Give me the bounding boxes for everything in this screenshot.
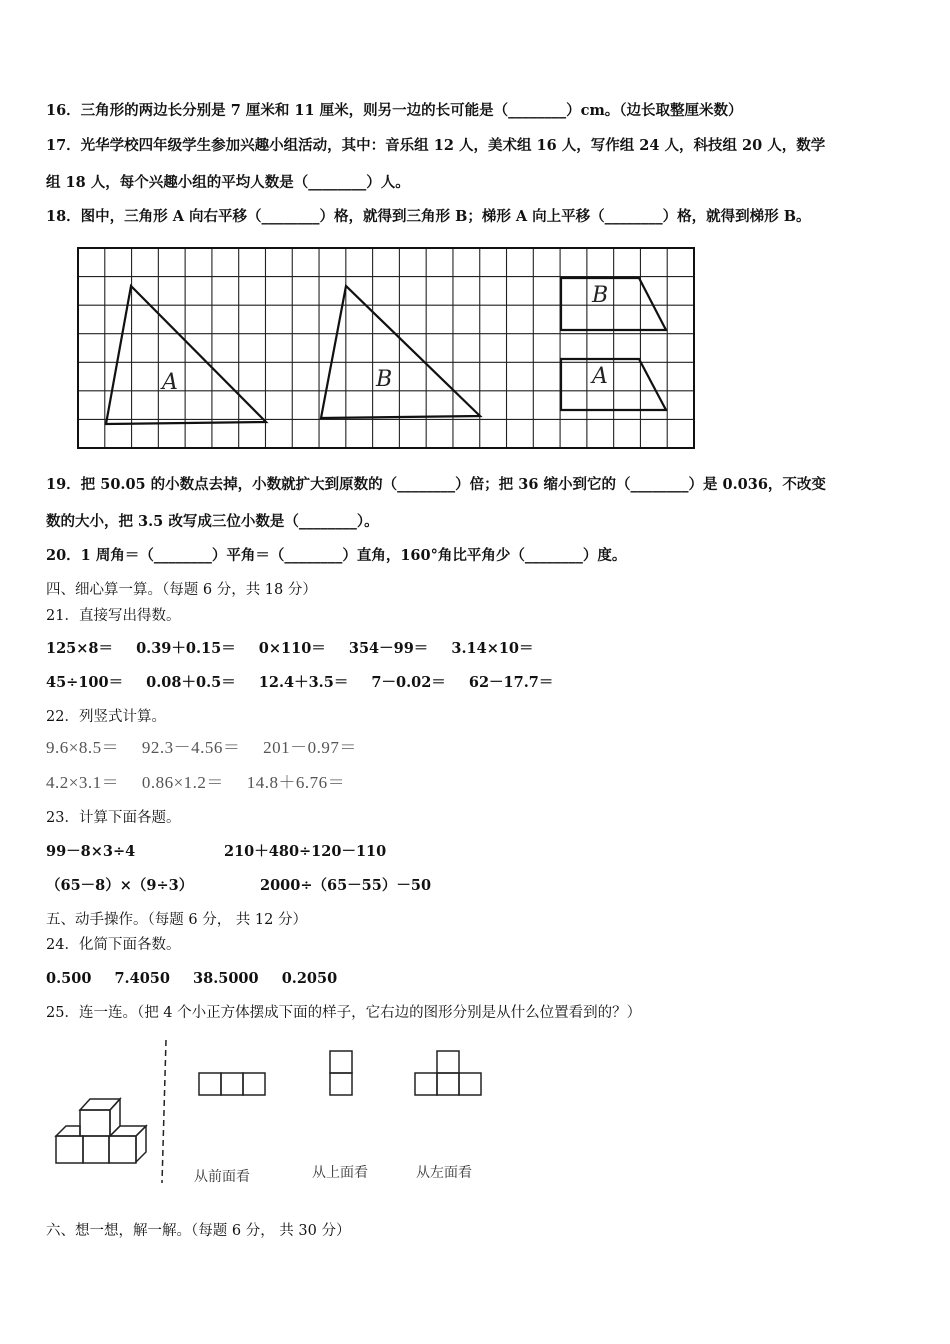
- q24-item: 0.2050: [281, 970, 338, 987]
- q23-item: 210＋480÷120－110: [224, 843, 387, 860]
- question-17-line2: 组 18 人，每个兴趣小组的平均人数是（________）人。: [46, 174, 410, 191]
- front-view-shape: [199, 1073, 265, 1095]
- q21-row1: [46, 639, 904, 659]
- question-22: 22．列竖式计算。: [46, 709, 166, 725]
- label-trapezoid-a: A: [592, 364, 608, 389]
- q24-item: 0.500: [46, 970, 92, 987]
- q22-item: 9.6×8.5＝: [46, 738, 120, 757]
- question-16: 16．三角形的两边长分别是 7 厘米和 11 厘米，则另一边的长可能是（________）cm。（边长取整厘米数）: [46, 102, 743, 119]
- q22-item: 92.3－4.56＝: [141, 738, 241, 757]
- q21-item: 12.4＋3.5＝: [258, 674, 349, 691]
- label-trapezoid-b: B: [592, 283, 609, 308]
- q21-item: 125×8＝: [46, 640, 114, 657]
- label-triangle-b: B: [376, 367, 393, 392]
- question-24: 24．化简下面各数。: [46, 937, 181, 953]
- triangle-b: [321, 286, 480, 418]
- view-label-front: 从前面看: [194, 1169, 250, 1185]
- q21-item: 3.14×10＝: [451, 640, 534, 657]
- question-18: 18．图中，三角形 A 向右平移（________）格，就得到三角形 B；梯形 A 向上平移（________）格，就得到梯形 B。: [46, 208, 811, 225]
- q21-row2: [46, 673, 904, 693]
- top-view-shape: [330, 1051, 352, 1095]
- cube-views-figure: [46, 1035, 506, 1190]
- view-label-top: 从上面看: [312, 1165, 368, 1181]
- section-6-heading: 六、想一想，解一解。（每题 6 分， 共 30 分）: [46, 1223, 351, 1239]
- section-5-heading: 五、动手操作。（每题 6 分， 共 12 分）: [46, 912, 307, 928]
- q21-item: 7－0.02＝: [371, 674, 446, 691]
- q21-item: 45÷100＝: [46, 674, 124, 691]
- q21-item: 0×110＝: [258, 640, 326, 657]
- question-19-line2: 数的大小，把 3.5 改写成三位小数是（________）。: [46, 513, 379, 530]
- q21-item: 0.39＋0.15＝: [136, 640, 236, 657]
- question-23: 23．计算下面各题。: [46, 810, 181, 826]
- cube-stack: [56, 1099, 146, 1163]
- question-21: 21．直接写出得数。: [46, 608, 181, 624]
- q22-item: 14.8＋6.76＝: [246, 773, 346, 792]
- q22-row1: [46, 738, 904, 758]
- q22-row2: [46, 773, 904, 793]
- q22-item: 4.2×3.1＝: [46, 773, 120, 792]
- question-20: 20．1 周角＝（________）平角＝（________）直角，160°角比平角少（________）度。: [46, 547, 627, 564]
- question-25: 25．连一连。（把 4 个小正方体摆成下面的样子，它右边的图形分别是从什么位置看到的？）: [46, 1005, 642, 1021]
- section-4-heading: 四、细心算一算。（每题 6 分，共 18 分）: [46, 582, 317, 598]
- q21-item: 0.08＋0.5＝: [146, 674, 236, 691]
- q24-item: 38.5000: [193, 970, 259, 987]
- q22-item: 0.86×1.2＝: [141, 773, 224, 792]
- q21-item: 354－99＝: [348, 640, 429, 657]
- q23-row1: [46, 842, 904, 862]
- q22-item: 201－0.97＝: [263, 738, 357, 757]
- dashed-divider: [162, 1040, 166, 1183]
- q23-item: 2000÷（65－55）－50: [260, 877, 432, 894]
- triangle-a: [106, 286, 266, 424]
- q24-items: [46, 969, 904, 989]
- q23-item: （65－8）×（9÷3）: [46, 877, 194, 894]
- view-label-left: 从左面看: [416, 1165, 472, 1181]
- left-view-shape: [415, 1051, 481, 1095]
- q21-item: 62－17.7＝: [468, 674, 554, 691]
- q23-row2: [46, 876, 904, 896]
- label-triangle-a: A: [162, 370, 178, 395]
- q23-item: 99－8×3÷4: [46, 843, 136, 860]
- question-19-line1: 19．把 50.05 的小数点去掉，小数就扩大到原数的（________）倍；把 36 缩小到它的（________）是 0.036，不改变: [46, 476, 826, 493]
- q24-item: 7.4050: [114, 970, 170, 987]
- translation-grid-figure: [76, 246, 700, 452]
- question-17-line1: 17．光华学校四年级学生参加兴趣小组活动，其中：音乐组 12 人，美术组 16 人，写作组 24 人，科技组 20 人，数学: [46, 137, 826, 154]
